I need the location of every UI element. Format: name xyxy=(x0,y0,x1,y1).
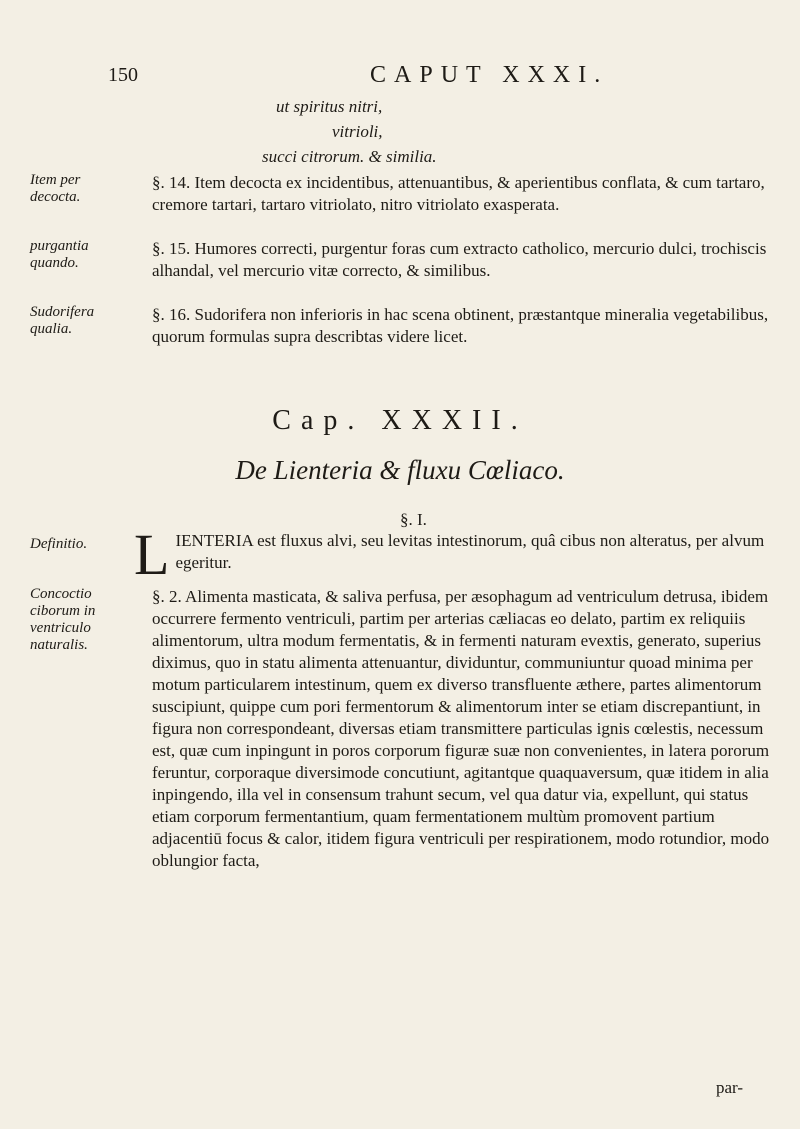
margin-note: Concoctio ciborum in ventriculo naturalis. xyxy=(30,586,96,653)
definition-paragraph xyxy=(134,522,770,587)
list-item: vitrioli, xyxy=(332,122,383,141)
chapter-title: De Lienteria & fluxu Cœliaco. xyxy=(235,455,565,485)
paragraph-14: §. 14. Item decocta ex incidentibus, attenuantibus, & aperientibus conflata, & cum tartaro, cremore tartari, tartaro vitriolato, nitro vitriolato exasperata. xyxy=(152,173,765,214)
page-header xyxy=(108,62,768,92)
paragraph-15: §. 15. Humores correcti, purgentur foras cum extracto catholico, mercurio dulci, trochiscis alhandal, vel mercurio vitæ correcto, & similibus. xyxy=(152,239,767,280)
paragraph-16: §. 16. Sudorifera non inferioris in hac scena obtinent, præstantque mineralia vegetabilibus, quorum formulas supra describtas videre licet. xyxy=(152,305,769,346)
list-item: succi citrorum. & similia. xyxy=(262,147,437,166)
paragraph-2: §. 2. Alimenta masticata, & saliva perfusa, per æsophagum ad ventriculum detrusa, ibidem occurrere fermento ventriculi, partim per arterias cæliacas eo delato, partim ex reliquiis alimentorum, ultra modum fermentatis, & in fermenti naturam evextis, generato, superius diximus, quo in statu alimenta attenuantur, dividuntur, communiuntur quoad minima per motum particularem intestinum, quem ex diverso transfluente æthere, partes alimentorum suscipiunt, quippe cum pori fermentorum & alimentorum inter se etiam discrepantiunt, in figura non correspondeant, diversas etiam transmittere particulas ignis cœlestis, necessum est, quæ cum inpingunt in poros corporum figuræ suæ non convenientes, in latera pororum feruntur, corporaque diversimode concutiunt, agitantque quaquaversum, quæ itidem in alia inpingendo, illa vel in consensum trahunt secum, vel qua datur via, expellunt, qui status etiam corporum fermentantium, quam fermentationem multùm promovent partium adjacentiū focus & calor, itidem figura ventriculi per respirationem, modo rotundior, modo oblungior facta, xyxy=(152,587,770,870)
list-item: ut spiritus nitri, xyxy=(276,97,383,116)
definition-text: IENTERIA est fluxus alvi, seu levitas intestinorum, quâ cibus non alteratus, per alvum egeritur. xyxy=(175,531,765,572)
margin-note: Sudorifera qualia. xyxy=(30,304,95,337)
section-mark: §. I. xyxy=(400,510,427,529)
chapter-heading: Cap. XXXII. xyxy=(272,405,528,436)
margin-note: Item per decocta. xyxy=(30,172,81,205)
drop-cap: L xyxy=(134,522,170,587)
running-title: CAPUT XXXI. xyxy=(370,62,609,88)
catchword: par- xyxy=(716,1078,744,1097)
margin-note: Definitio. xyxy=(30,536,88,552)
page-number: 150 xyxy=(108,64,138,86)
margin-note: purgantia quando. xyxy=(30,238,89,271)
